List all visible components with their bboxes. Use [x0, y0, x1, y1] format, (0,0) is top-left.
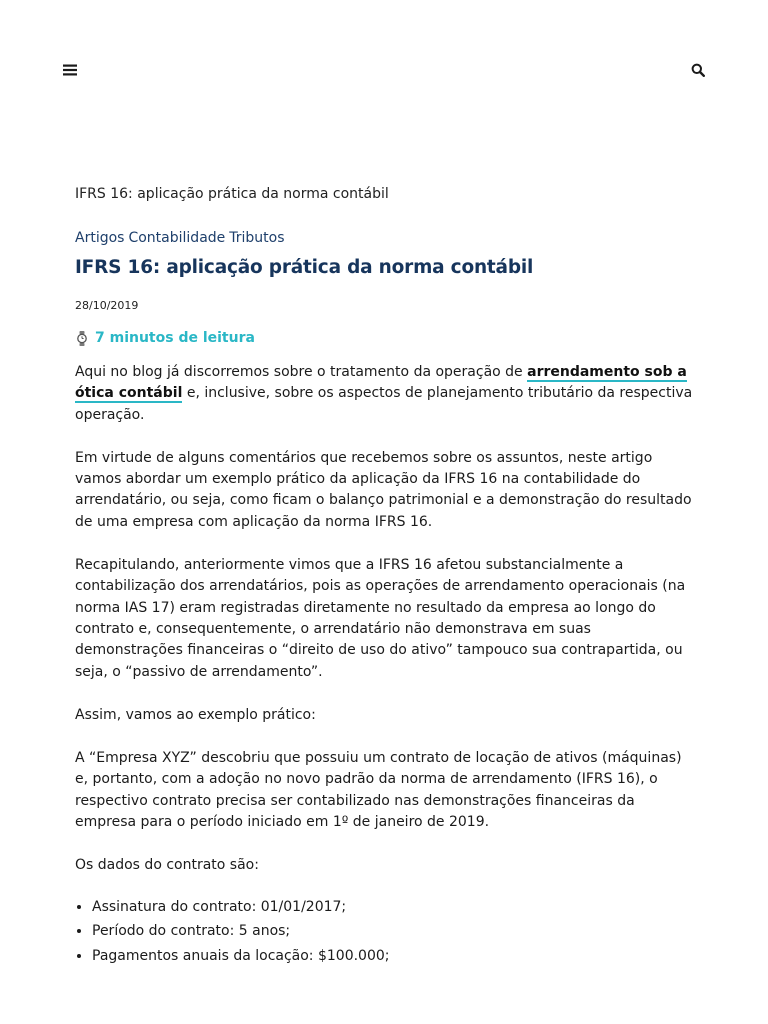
breadcrumb: IFRS 16: aplicação prática da norma contábil — [75, 186, 389, 202]
watch-icon — [75, 330, 89, 346]
paragraph-1-text-end: e, inclusive, sobre os aspectos de planejamento tributário da respectiva operação. — [75, 385, 693, 423]
post-categories — [75, 228, 693, 248]
reading-time-label: 7 minutos de leitura — [95, 330, 255, 346]
paragraph-5: A “Empresa XYZ” descobriu que possuiu um contrato de locação de ativos (máquinas) e, portanto, com a adoção no novo padrão da norma de arrendamento (IFRS 16), o respectivo contrato precisa ser contabilizado nas demonstrações financeiras da empresa para o período iniciado em 1º de janeiro de 2019. — [75, 750, 682, 831]
contract-data-list — [75, 895, 693, 969]
hamburger-icon — [63, 64, 77, 76]
search-icon — [691, 63, 705, 77]
search-button[interactable] — [688, 60, 708, 80]
link-arrendamento-otica-contabil[interactable]: arrendamento sob a ótica contábil — [75, 364, 687, 402]
list-item: • Pagamentos anuais da locação: $100.000; — [92, 944, 693, 969]
paragraph-3: Recapitulando, anteriormente vimos que a IFRS 16 afetou substancialmente a contabilização dos arrendatários, pois as operações de arrendamento operacionais (na norma IAS 17) eram registradas diretamente no resultado da empresa ao longo do contrato e, consequentemente, o arrendatário não demonstrava em suas demonstrações financeiras o “direito de uso do ativo” tampouco sua contrapartida, ou seja, o “passivo de arrendamento”. — [75, 557, 686, 680]
list-item: • Assinatura do contrato: 01/01/2017; — [92, 895, 693, 920]
site-header — [0, 0, 768, 140]
category-link-contabilidade[interactable]: Contabilidade — [128, 230, 226, 246]
article-body — [75, 362, 693, 968]
paragraph-4: Assim, vamos ao exemplo prático: — [75, 706, 316, 723]
paragraph-1-text: Aqui no blog já discorremos sobre o tratamento da operação de — [75, 364, 528, 380]
menu-button[interactable] — [60, 60, 80, 80]
paragraph-1 — [75, 362, 693, 426]
reading-time — [75, 328, 693, 348]
category-link-tributos[interactable]: Tributos — [229, 230, 285, 246]
paragraph-2: Em virtude de alguns comentários que recebemos sobre os assuntos, neste artigo vamos abordar um exemplo prático da aplicação da IFRS 16 na contabilidade do arrendatário, ou seja, como ficam o balanço patrimonial e a demonstração do resultado de uma empresa com aplicação da norma IFRS 16. — [75, 449, 692, 530]
page-title: IFRS 16: aplicação prática da norma contábil — [75, 257, 534, 278]
post-date: 28/10/2019 — [75, 299, 139, 312]
article — [75, 184, 693, 968]
paragraph-6: Os dados do contrato são: — [75, 857, 259, 874]
list-item: • Período do contrato: 5 anos; — [92, 919, 693, 944]
category-link-artigos[interactable]: Artigos — [75, 230, 125, 246]
